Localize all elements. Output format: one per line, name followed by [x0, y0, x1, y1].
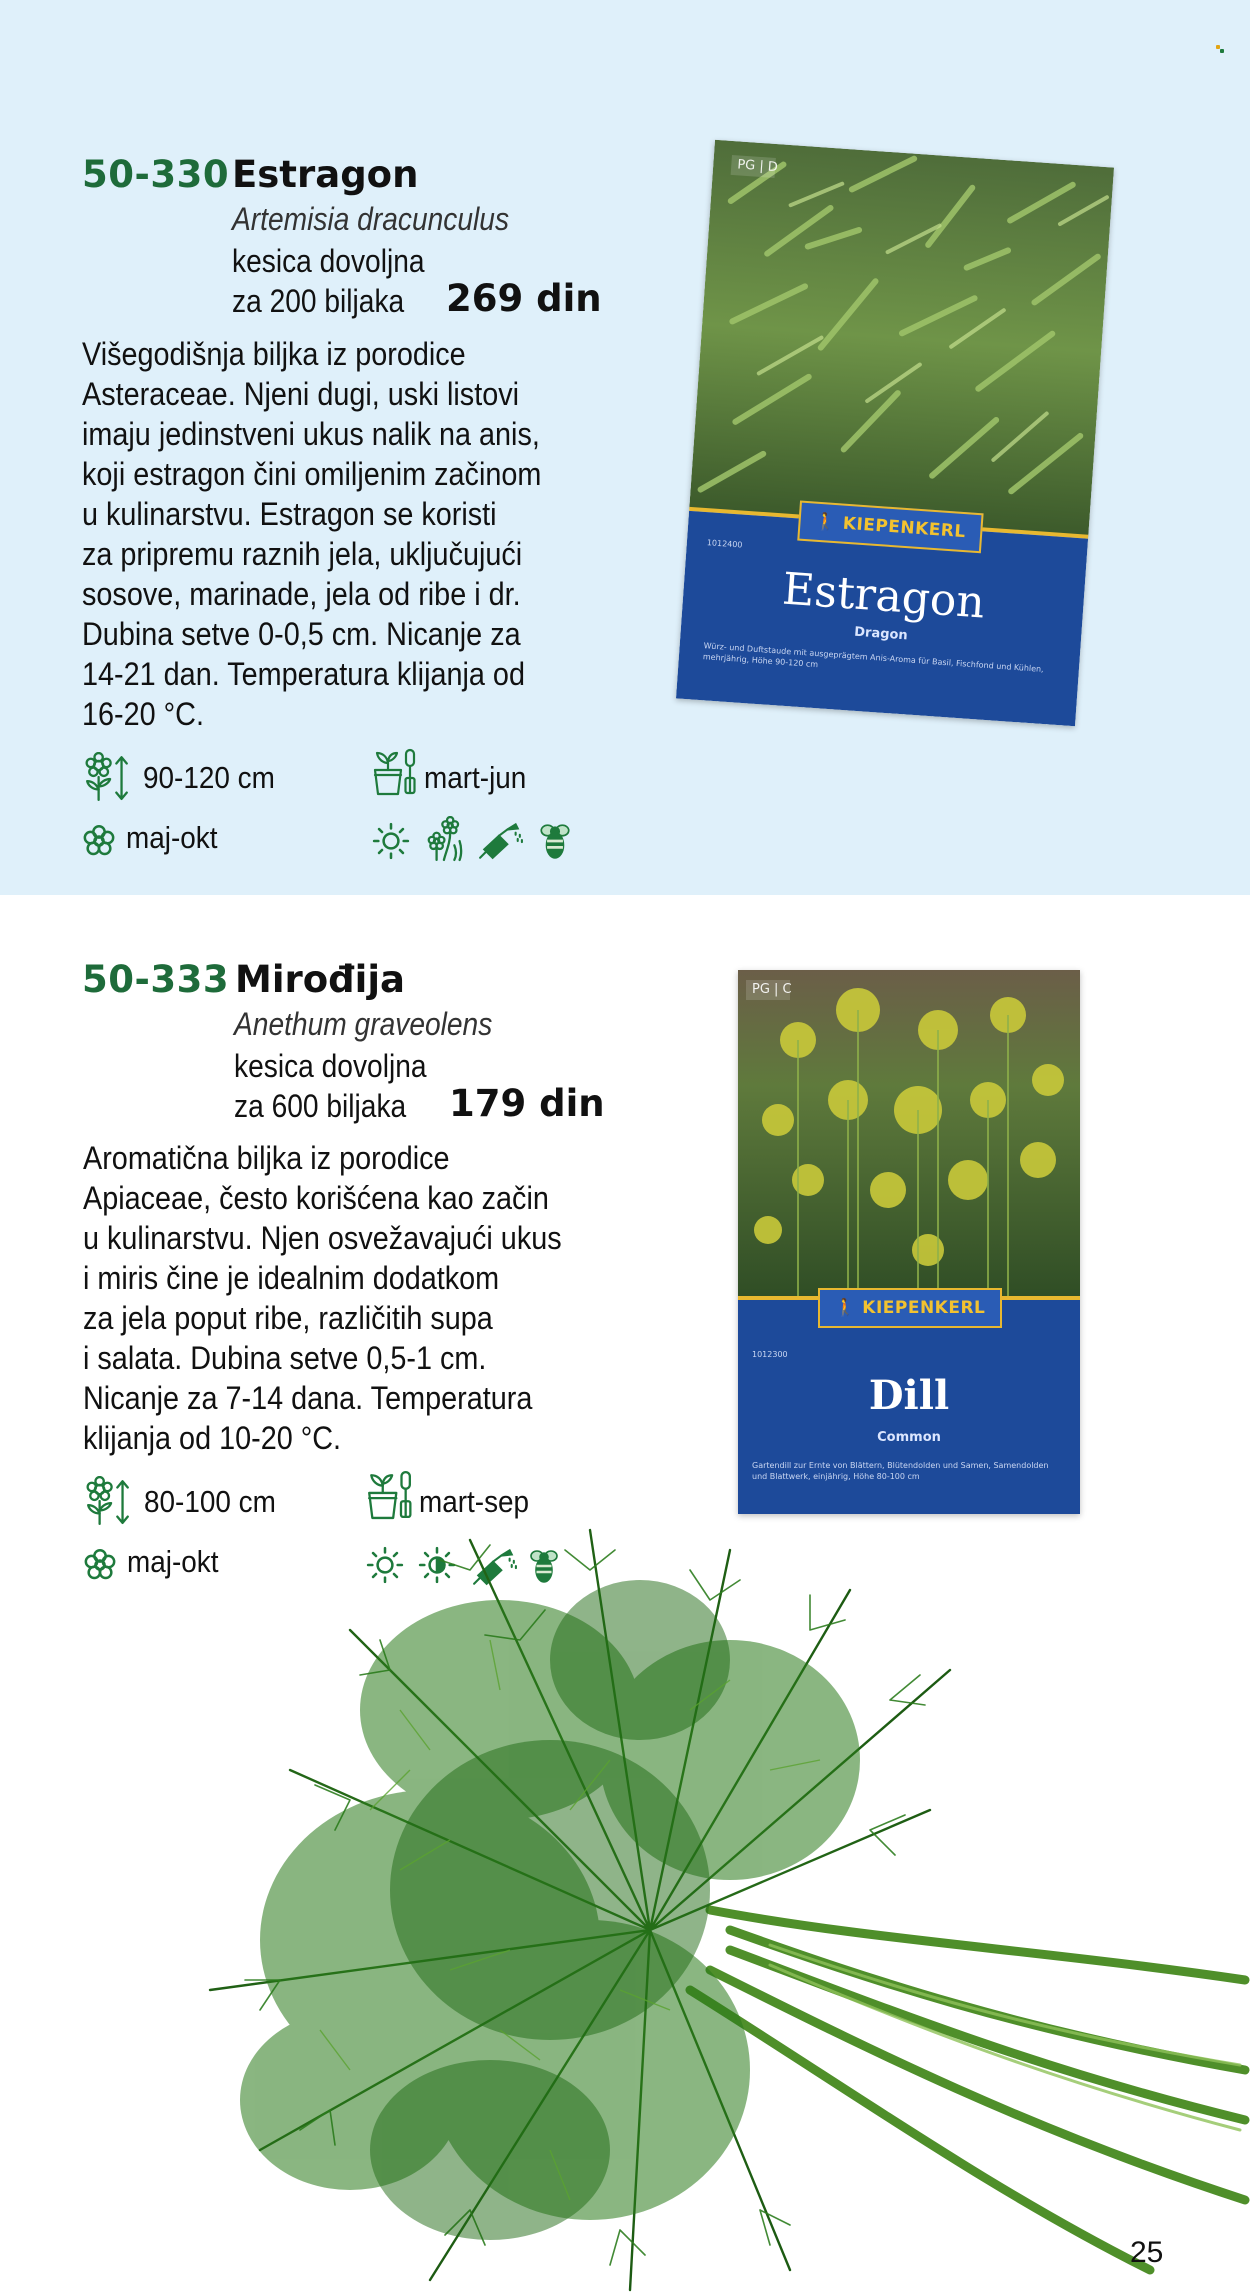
sowing-icon: [370, 748, 418, 796]
description-line: imaju jedinstveni ukus nalik na anis,: [82, 416, 540, 452]
packet-tag: PG | C: [752, 982, 792, 997]
page-number: 25: [1130, 2236, 1164, 2269]
hiker-icon: 🚶: [814, 511, 838, 534]
pack-size-line1: kesica dovoljna: [234, 1048, 427, 1084]
description-line: 16-20 °C.: [82, 696, 204, 732]
description: [83, 1138, 562, 1458]
description-line: 14-21 dan. Temperatura klijanja od: [82, 656, 525, 692]
pack-size-line1: kesica dovoljna: [232, 243, 425, 279]
pack-size-line2: za 600 biljaka: [234, 1088, 407, 1124]
product-name: Mirođija: [235, 958, 405, 1001]
price: 179 din: [449, 1082, 605, 1125]
description-line: i miris čine je idealnim dodatkom: [83, 1260, 500, 1296]
product-code: 50-330: [82, 153, 230, 196]
price: 269 din: [446, 277, 602, 320]
description-line: i salata. Dubina setve 0,5-1 cm.: [83, 1340, 487, 1376]
sun-icon: [372, 822, 410, 860]
product-name: Estragon: [232, 153, 419, 196]
flower-icon: [82, 824, 116, 858]
description-line: Apiaceae, često korišćena kao začin: [83, 1180, 549, 1216]
packet-title: Estragon: [780, 563, 987, 629]
description: [82, 334, 541, 734]
flowers-icon: [424, 816, 468, 862]
packet-title: Dill: [868, 1372, 950, 1419]
packet-small-text: Würz- und Duftstaude mit ausgeprägtem Anis-Aroma für Basil, Fischfond und Kühlen, mehrjährig, Höhe 90-120 cm: [702, 641, 1044, 674]
plant-height-icon: [82, 752, 134, 802]
brand-logo: [818, 1288, 1002, 1328]
bee-icon: [536, 820, 574, 862]
packet-number: 1012400: [706, 538, 743, 550]
brand-name: KIEPENKERL: [862, 1298, 986, 1318]
description-line: u kulinarstvu. Estragon se koristi: [82, 496, 497, 532]
flower-icon: [83, 1548, 117, 1582]
product-code: 50-333: [82, 958, 230, 1001]
seed-packet-dill: [738, 970, 1080, 1514]
estragon-plant-photo: [689, 140, 1114, 537]
seed-packet-estragon: [676, 140, 1114, 727]
description-line: za jela poput ribe, različitih supa: [83, 1300, 493, 1336]
watering-icon: [478, 818, 524, 862]
description-line: za pripremu raznih jela, uključujući: [82, 536, 523, 572]
description-line: Asteraceae. Njeni dugi, uski listovi: [82, 376, 520, 412]
latin-name: Artemisia dracunculus: [232, 201, 510, 237]
packet-subtitle: Common: [877, 1430, 941, 1445]
flowering-period: maj-okt: [126, 820, 218, 855]
plant-height-icon: [83, 1476, 135, 1526]
sowing-period: mart-jun: [424, 760, 527, 795]
description-line: sosove, marinade, jela od ribe i dr.: [82, 576, 521, 612]
description-line: klijanja od 10-20 °C.: [83, 1420, 342, 1456]
description-line: Aromatična biljka iz porodice: [83, 1140, 450, 1176]
brand-name: KIEPENKERL: [842, 513, 967, 543]
packet-small-text: Gartendill zur Ernte von Blättern, Blütendolden und Samen, Samendolden und Blattwerk, einjährig, Höhe 80-100 cm: [752, 1461, 1049, 1481]
sowing-period: mart-sep: [419, 1484, 530, 1519]
latin-name: Anethum graveolens: [234, 1006, 493, 1042]
description-line: Nicanje za 7-14 dana. Temperatura: [83, 1380, 533, 1416]
dill-bunch-photo: [170, 1510, 1250, 2292]
flowering-period: maj-okt: [127, 1544, 219, 1579]
hiker-icon: 🚶: [834, 1298, 857, 1318]
description-line: u kulinarstvu. Njen osvežavajući ukus: [83, 1220, 562, 1256]
packet-tag: PG | D: [736, 157, 779, 176]
height-value: 90-120 cm: [143, 760, 275, 795]
corner-mark: [1216, 45, 1224, 53]
dill-plant-photo: [738, 970, 1080, 1300]
description-line: koji estragon čini omiljenim začinom: [82, 456, 542, 492]
pack-size-line2: za 200 biljaka: [232, 283, 405, 319]
description-line: Dubina setve 0-0,5 cm. Nicanje za: [82, 616, 521, 652]
description-line: Višegodišnja biljka iz porodice: [82, 336, 466, 372]
packet-number: 1012300: [752, 1350, 788, 1359]
height-value: 80-100 cm: [144, 1484, 276, 1519]
packet-subtitle: Dragon: [853, 624, 909, 644]
